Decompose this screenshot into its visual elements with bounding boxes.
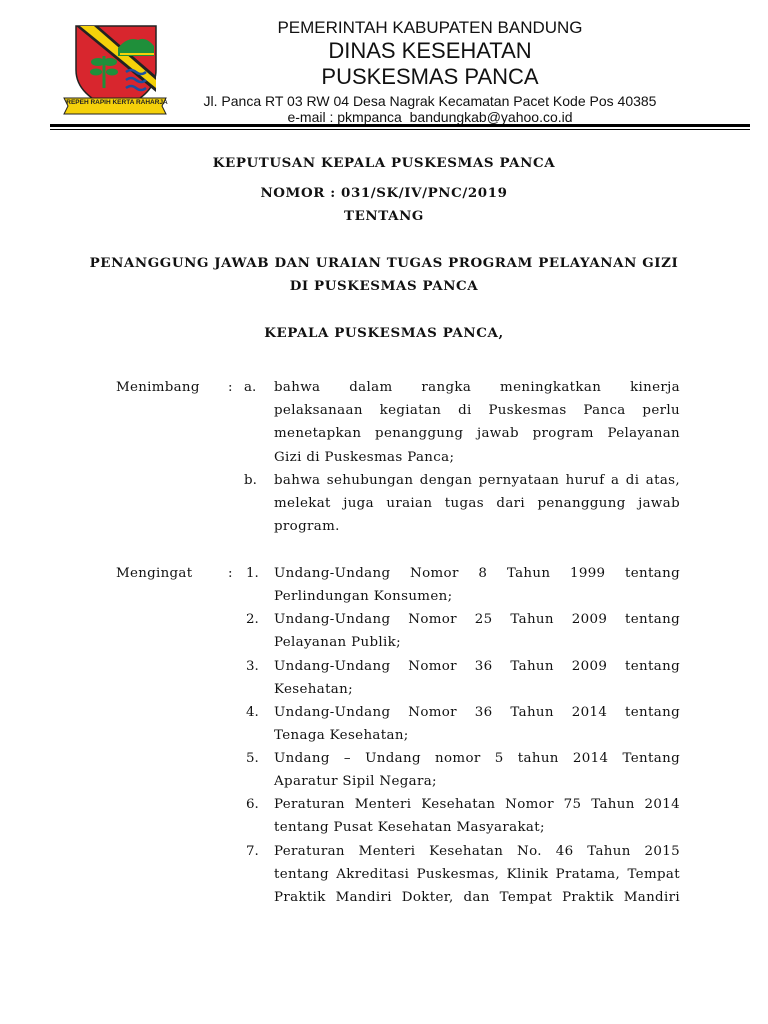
mengingat-item-5 [274,747,680,793]
letterhead-divider-thick [50,124,750,127]
menimbang-label: Menimbang [116,380,200,395]
text-line: Peraturan Menteri Kesehatan Nomor 75 Tahun 2014 [274,797,680,812]
agency-name: DINAS KESEHATAN [328,38,532,63]
menimbang-item-a [274,376,680,469]
text-line: tentang Akreditasi Puskesmas, Klinik Pratama, Tempat [274,867,680,883]
text-line: Undang-Undang Nomor 8 Tahun 1999 tentang [274,566,680,581]
mengingat-marker-3: 3. [246,659,259,674]
government-name: PEMERINTAH KABUPATEN BANDUNG [277,18,583,37]
text-line: Praktik Mandiri Dokter, dan Tempat Praktik Mandiri [274,890,680,906]
menimbang-item-b [274,469,680,539]
mengingat-marker-7: 7. [246,844,259,859]
mengingat-marker-4: 4. [246,705,259,720]
text-line: Perlindungan Konsumen; [274,589,453,605]
mengingat-marker-2: 2. [246,612,259,627]
mengingat-colon: : [228,566,233,581]
mengingat-marker-6: 6. [246,797,259,812]
text-line: Undang-Undang Nomor 36 Tahun 2014 tentang [274,705,680,720]
text-line: menetapkan penanggung jawab program Pelayanan [274,426,680,442]
text-line: program. [274,519,340,535]
mengingat-item-3 [274,655,680,701]
text-line: Undang-Undang Nomor 25 Tahun 2009 tentang [274,612,680,627]
decree-subject-line1: PENANGGUNG JAWAB DAN URAIAN TUGAS PROGRAM PELAYANAN GIZI [89,255,679,271]
text-line: Pelayanan Publik; [274,635,401,651]
text-line: Aparatur Sipil Negara; [274,774,437,790]
decree-number: NOMOR : 031/SK/IV/PNC/2019 [260,185,508,201]
mengingat-item-6 [274,793,680,839]
letterhead [180,18,680,125]
text-line: Undang-Undang Nomor 36 Tahun 2009 tentang [274,659,680,674]
menimbang-marker-b: b. [244,473,257,488]
decree-title: KEPUTUSAN KEPALA PUSKESMAS PANCA [212,155,556,171]
mengingat-item-2 [274,608,680,654]
text-line: bahwa sehubungan dengan pernyataan huruf a di atas, [274,473,680,488]
mengingat-item-4 [274,701,680,747]
official-title: KEPALA PUSKESMAS PANCA, [264,325,504,341]
mengingat-marker-1: 1. [246,566,259,581]
text-line: Undang – Undang nomor 5 tahun 2014 Tentang [274,751,680,766]
menimbang-marker-a: a. [244,380,257,395]
logo-ribbon-text: REPEH RAPIH KERTA RAHARJA [66,99,168,106]
text-line: tentang Pusat Kesehatan Masyarakat; [274,820,545,836]
decree-about: TENTANG [344,208,424,224]
text-line: Peraturan Menteri Kesehatan No. 46 Tahun 2015 [274,844,680,859]
mengingat-label: Mengingat [116,566,193,581]
institution-name: PUSKESMAS PANCA [321,64,539,89]
decree-subject-line2: DI PUSKESMAS PANCA [289,278,479,294]
address: Jl. Panca RT 03 RW 04 Desa Nagrak Kecamatan Pacet Kode Pos 40385 [203,93,657,109]
letterhead-divider-thin [50,129,750,130]
text-line: Tenaga Kesehatan; [274,728,409,744]
text-line: bahwa dalam rangka meningkatkan kinerja [274,380,680,395]
text-line: Kesehatan; [274,682,353,698]
mengingat-item-7 [274,840,680,910]
text-line: pelaksanaan kegiatan di Puskesmas Panca perlu [274,403,680,419]
mengingat-marker-5: 5. [246,751,259,766]
text-line: Gizi di Puskesmas Panca; [274,449,455,465]
text-line: melekat juga uraian tugas dari penanggung jawab [274,496,680,512]
email: e-mail : pkmpanca_bandungkab@yahoo.co.id [287,109,573,125]
menimbang-colon: : [228,380,233,395]
mengingat-item-1 [274,562,680,608]
